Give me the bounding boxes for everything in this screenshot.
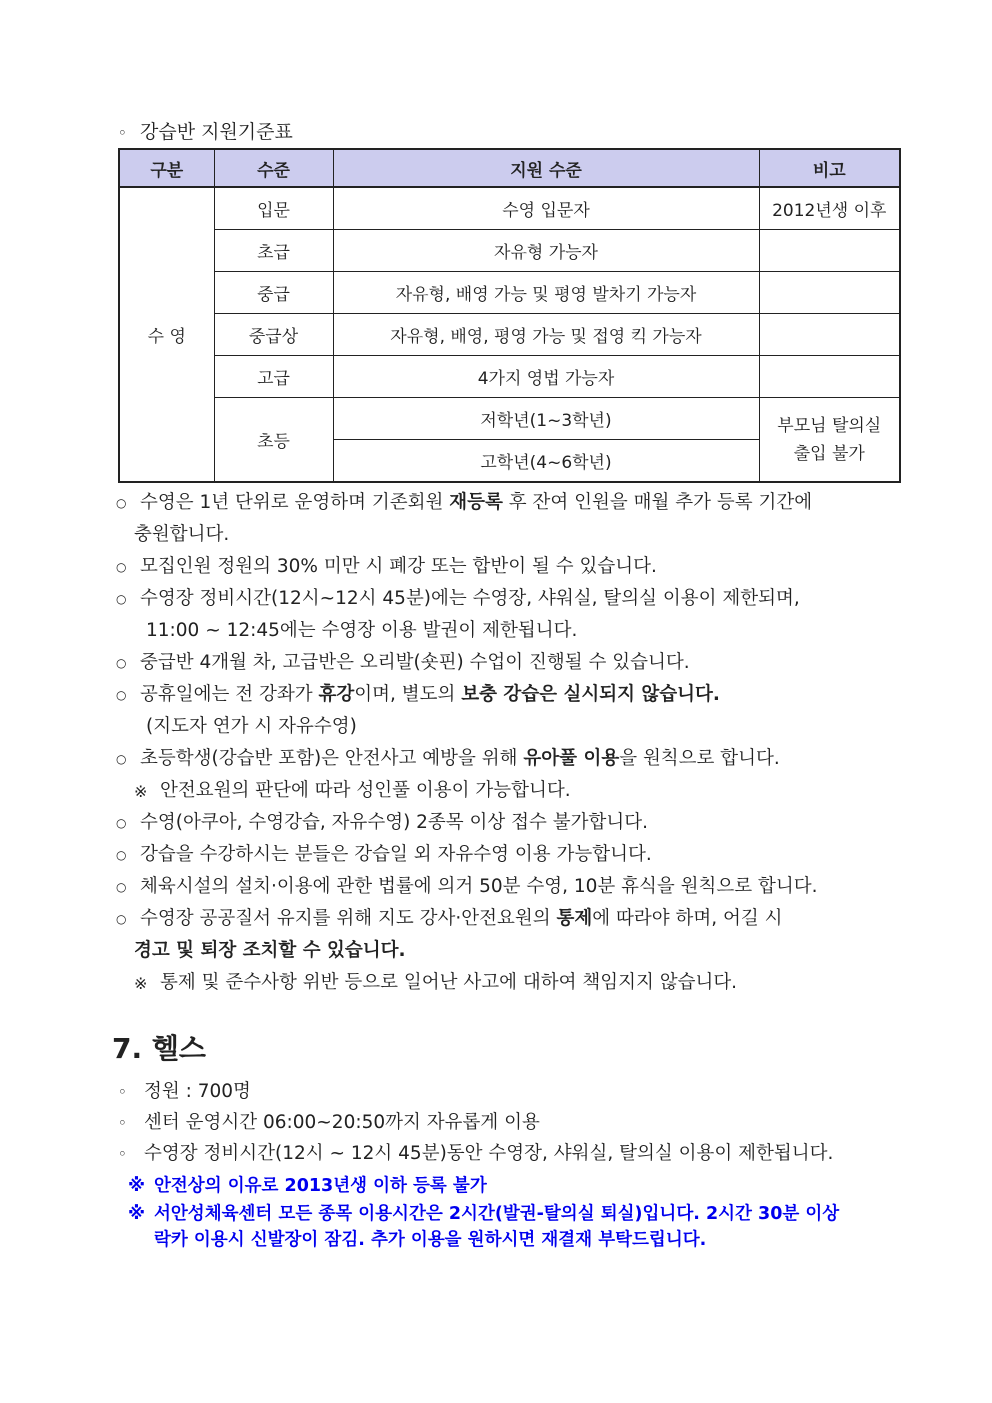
bullet-line: ○ 수영(아쿠아, 수영강습, 자유수영) 2종목 이상 접수 불가합니다.: [116, 812, 649, 833]
bullet-line: ○ 모집인원 정원의 30% 미만 시 폐강 또는 합반이 될 수 있습니다.: [116, 556, 657, 577]
note-cell: [759, 230, 900, 272]
support-cell: 자유형 가능자: [333, 230, 759, 272]
section-item: ◦ 정원 : 700명: [118, 1081, 251, 1102]
header-category: 구분: [119, 149, 214, 187]
note-cell: [759, 314, 900, 356]
support-cell-low-grade: 저학년(1~3학년): [333, 398, 759, 440]
note-cell: [759, 356, 900, 398]
highlight-note: ※ 안전상의 이유로 2013년생 이하 등록 불가: [128, 1176, 487, 1196]
bullet-continuation: 11:00 ~ 12:45에는 수영장 이용 발권이 제한됩니다.: [146, 620, 578, 641]
support-cell: 수영 입문자: [333, 187, 759, 230]
highlight-note: ※ 서안성체육센터 모든 종목 이용시간은 2시간(발권-탈의실 퇴실)입니다. 2시간 30분 이상: [128, 1204, 840, 1224]
header-support: 지원 수준: [333, 149, 759, 187]
caption-bullet: ◦: [118, 124, 127, 142]
header-level: 수준: [214, 149, 333, 187]
table-row: [119, 314, 900, 356]
note-line: 부모님 탈의실: [777, 415, 882, 436]
support-cell: 4가지 영법 가능자: [333, 356, 759, 398]
table-header-row: [119, 149, 900, 187]
bullet-line: ○ 수영장 정비시간(12시~12시 45분)에는 수영장, 샤워실, 탈의실 이용이 제한되며,: [116, 588, 800, 609]
bullet-line: ○ 수영장 공공질서 유지를 위해 지도 강사·안전요원의 통제에 따라야 하며, 어길 시: [116, 908, 783, 929]
support-criteria-table: [118, 148, 901, 483]
bullet-symbol: ○: [116, 496, 127, 510]
bullet-continuation: (지도자 연가 시 자유수영): [146, 716, 357, 737]
table-caption: [118, 117, 293, 144]
bullet-line: ○ 체육시설의 설치·이용에 관한 법률에 의거 50분 수영, 10분 휴식을 원칙으로 합니다.: [116, 876, 818, 897]
table-row: [119, 398, 900, 440]
header-note: 비고: [759, 149, 900, 187]
bullet-continuation: 경고 및 퇴장 조치할 수 있습니다.: [134, 940, 406, 961]
level-cell: 입문: [214, 187, 333, 230]
table-row: [119, 272, 900, 314]
support-cell: 자유형, 배영, 평영 가능 및 접영 킥 가능자: [333, 314, 759, 356]
bullet-line: ○ 중급반 4개월 차, 고급반은 오리발(숏핀) 수업이 진행될 수 있습니다.: [116, 652, 690, 673]
level-cell: 중급상: [214, 314, 333, 356]
bullet-continuation: 충원합니다.: [134, 524, 230, 545]
bullet-line: ○ 강습을 수강하시는 분들은 강습일 외 자유수영 이용 가능합니다.: [116, 844, 652, 865]
level-cell-elementary: 초등: [214, 398, 333, 483]
note-cell-elementary: [759, 398, 900, 483]
section-heading: 7. 헬스: [112, 1032, 206, 1065]
caption-text: 강습반 지원기준표: [140, 121, 293, 143]
support-cell: 자유형, 배영 가능 및 평영 발차기 가능자: [333, 272, 759, 314]
note-line: 출입 불가: [793, 443, 865, 464]
table-row: [119, 356, 900, 398]
level-cell: 중급: [214, 272, 333, 314]
level-cell: 초급: [214, 230, 333, 272]
note-cell: 2012년생 이후: [759, 187, 900, 230]
section-item: ◦ 수영장 정비시간(12시 ~ 12시 45분)동안 수영장, 샤워실, 탈의실 이용이 제한됩니다.: [118, 1143, 834, 1164]
reference-note: ※ 안전요원의 판단에 따라 성인풀 이용이 가능합니다.: [134, 780, 571, 801]
section-item: ◦ 센터 운영시간 06:00~20:50까지 자유롭게 이용: [118, 1112, 540, 1133]
bullet-line: ○ 공휴일에는 전 강좌가 휴강이며, 별도의 보충 강습은 실시되지 않습니다.: [116, 684, 720, 705]
bullet-line: ○ 초등학생(강습반 포함)은 안전사고 예방을 위해 유아풀 이용을 원칙으로 합니다.: [116, 748, 780, 769]
table-row: [119, 230, 900, 272]
reference-note: ※ 통제 및 준수사항 위반 등으로 일어난 사고에 대하여 책임지지 않습니다.: [134, 972, 738, 993]
support-cell-high-grade: 고학년(4~6학년): [333, 440, 759, 483]
highlight-note-continuation: 락카 이용시 신발장이 잠김. 추가 이용을 원하시면 재결재 부탁드립니다.: [154, 1230, 707, 1250]
category-cell: 수 영: [119, 187, 214, 482]
note-cell: [759, 272, 900, 314]
table-row: [119, 187, 900, 230]
level-cell: 고급: [214, 356, 333, 398]
bullet-line: ○ 수영은 1년 단위로 운영하며 기존회원 재등록 후 잔여 인원을 매월 추가 등록 기간에: [116, 492, 813, 513]
